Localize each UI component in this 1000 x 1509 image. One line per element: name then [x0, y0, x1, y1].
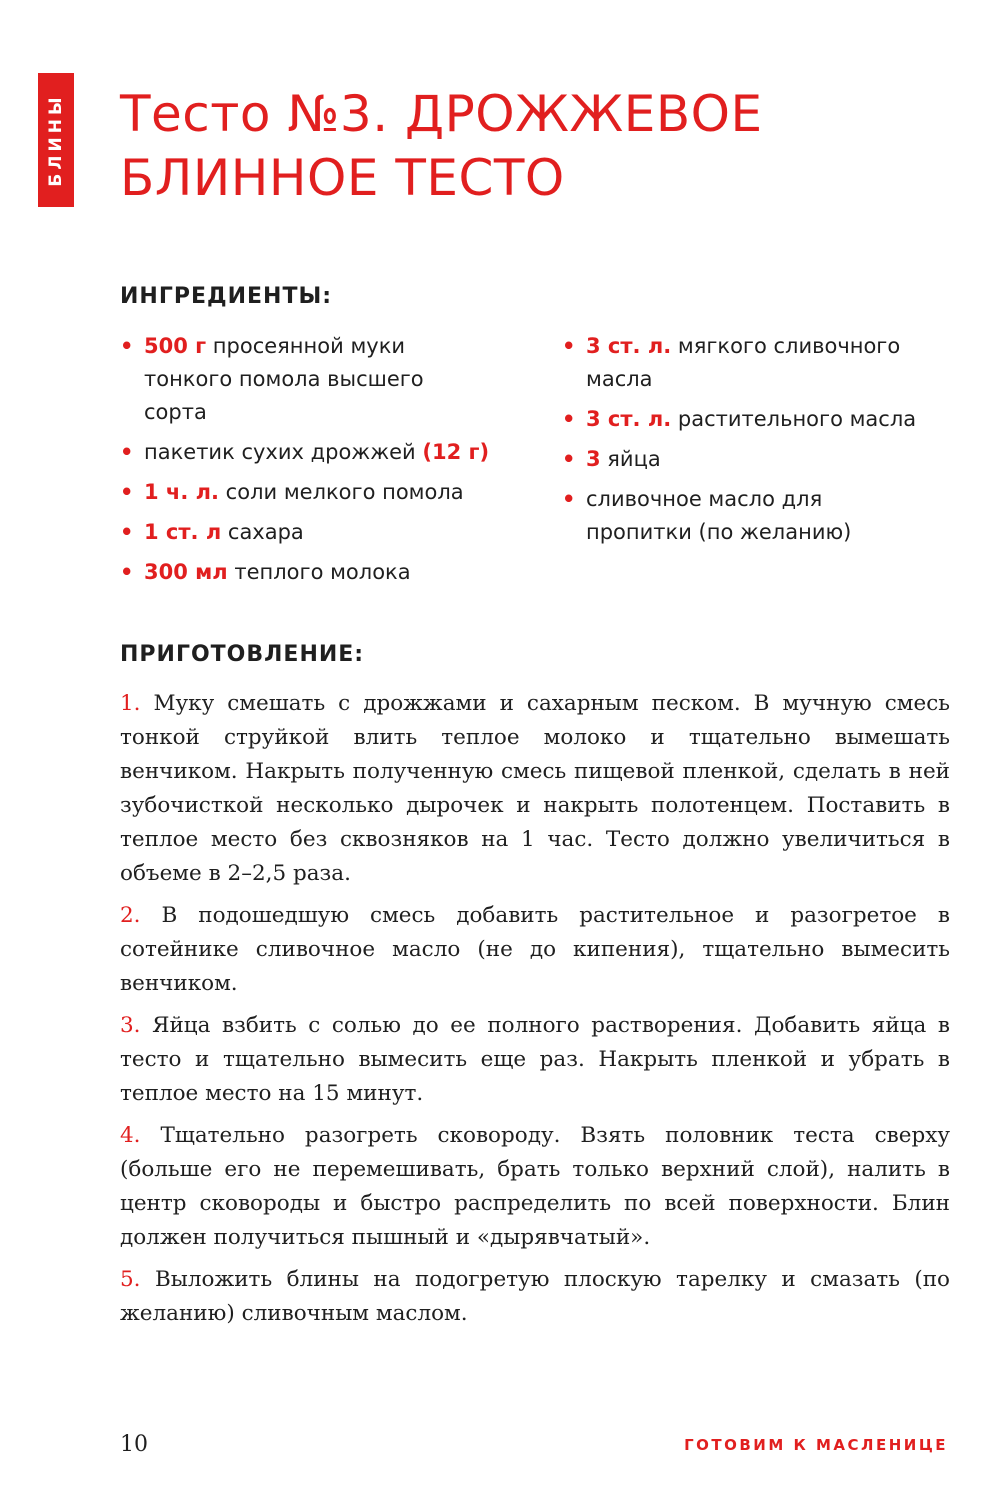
- step-text: Выложить блины на подогретую плоскую тарелку и смазать (по желанию) сливочным маслом.: [120, 1267, 950, 1326]
- ingredient-amount: 300 мл: [144, 560, 228, 584]
- page-number: 10: [120, 1432, 148, 1457]
- ingredient-item: [120, 330, 464, 429]
- step-number: 2.: [120, 903, 141, 928]
- ingredient-item: [120, 516, 540, 549]
- section-tab: [38, 73, 74, 207]
- ingredient-amount-note: (12 г): [422, 440, 490, 464]
- step-text: В подошедшую смесь добавить растительное и разогретое в сотейнике сливочное масло (не до кипения), тщательно вымесить венчиком.: [120, 903, 950, 996]
- ingredient-item: [562, 483, 926, 549]
- ingredient-item: [562, 443, 962, 476]
- ingredient-amount: 1 ст. л: [144, 520, 222, 544]
- step-paragraph: [120, 1009, 950, 1111]
- ingredient-amount: 500 г: [144, 334, 207, 358]
- step-paragraph: [120, 899, 950, 1001]
- preparation-steps: [120, 687, 950, 1339]
- ingredient-item: [120, 556, 540, 589]
- ingredient-text: растительного масла: [671, 407, 917, 431]
- ingredient-text: яйца: [600, 447, 661, 471]
- ingredient-text: соли мелкого помола: [219, 480, 464, 504]
- page-title: Тесто №3. ДРОЖЖЕВОЕ БЛИННОЕ ТЕСТО: [120, 85, 763, 207]
- ingredient-text: теплого молока: [227, 560, 411, 584]
- ingredient-item: [120, 436, 540, 469]
- step-paragraph: [120, 687, 950, 891]
- ingredient-amount: 3 ст. л.: [586, 334, 672, 358]
- ingredient-item: [562, 403, 962, 436]
- ingredient-amount: 3 ст. л.: [586, 407, 672, 431]
- ingredient-text: сливочное масло для пропитки (по желанию): [586, 487, 852, 544]
- ingredients-right-column: [562, 330, 962, 556]
- ingredients-heading: ИНГРЕДИЕНТЫ:: [120, 284, 333, 309]
- ingredient-text: просеянной муки тонкого помола высшего сорта: [144, 334, 424, 424]
- step-number: 5.: [120, 1267, 141, 1292]
- ingredient-item: [562, 330, 916, 396]
- step-text: Тщательно разогреть сковороду. Взять половник теста сверху (больше его не перемешивать, брать только верхний слой), налить в центр сковороды и быстро распределить по всей поверхности. Блин должен получиться пышный и «дырявчатый».: [120, 1123, 950, 1250]
- ingredient-text: пакетик сухих дрожжей: [144, 440, 423, 464]
- step-number: 3.: [120, 1013, 141, 1038]
- preparation-heading: ПРИГОТОВЛЕНИЕ:: [120, 642, 365, 667]
- ingredient-amount: 1 ч. л.: [144, 480, 219, 504]
- step-text: Муку смешать с дрожжами и сахарным песком. В мучную смесь тонкой струйкой влить теплое молоко и тщательно вымешать венчиком. Накрыть полученную смесь пищевой пленкой, сделать в ней зубочисткой несколько дырочек и накрыть полотенцем. Поставить в теплое место без сквозняков на 1 час. Тесто должно увеличиться в объеме в 2–2,5 раза.: [120, 691, 950, 886]
- step-paragraph: [120, 1263, 950, 1331]
- ingredient-item: [120, 476, 540, 509]
- ingredient-text: сахара: [221, 520, 304, 544]
- ingredient-text: мягкого сливочного масла: [586, 334, 901, 391]
- ingredient-amount: 3: [586, 447, 601, 471]
- section-tab-label: БЛИНЫ: [46, 93, 66, 187]
- step-paragraph: [120, 1119, 950, 1255]
- running-footer-title: ГОТОВИМ К МАСЛЕНИЦЕ: [684, 1436, 948, 1454]
- step-text: Яйца взбить с солью до ее полного растворения. Добавить яйца в тесто и тщательно вымесить еще раз. Накрыть пленкой и убрать в теплое место на 15 минут.: [120, 1013, 950, 1106]
- ingredients-left-column: [120, 330, 540, 596]
- step-number: 4.: [120, 1123, 141, 1148]
- step-number: 1.: [120, 691, 141, 716]
